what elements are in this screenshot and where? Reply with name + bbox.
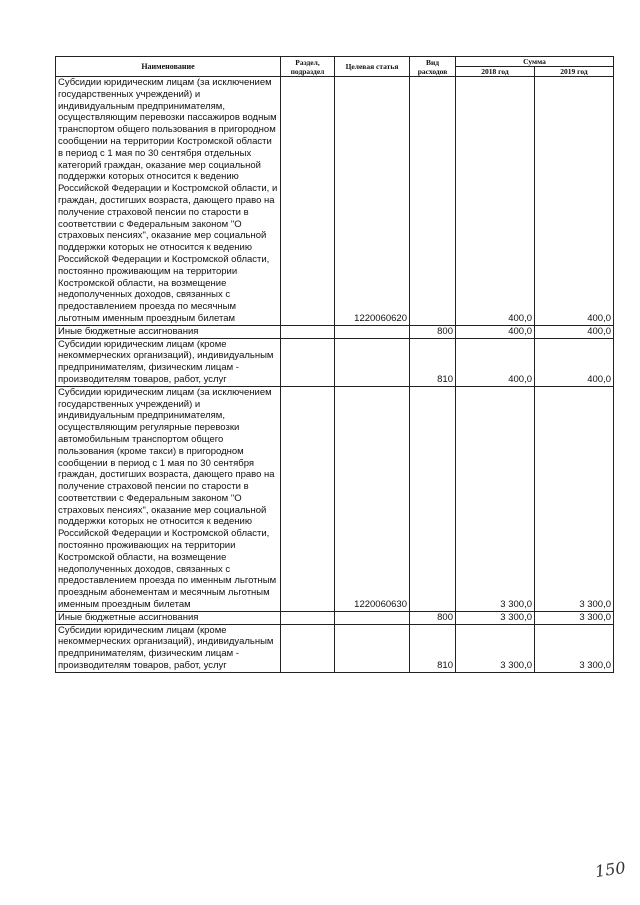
row-name: Субсидии юридическим лицам (за исключением государственных учреждений) и индивидуальным предпринимателям, осуществляющим перевозки пассажиров водным транспортом общего пользования в пригородном сообщении на территории Костромской области в период с 1 мая по 30 сентября отдельных категорий граждан, оказание мер социальной поддержки которых относится к ведению Российской Федерации и Костромской области, и граждан, достигших возраста, дающего право на получение страховой пенсии по старости в соответствии с Федеральным законом "О страховых пенсиях", оказание мер социальной поддержки которых не относится к ведению Российской Федерации и Костромской области, постоянно проживающим на территории Костромской области, на возмещение недополученных доходов, связанных с предоставлением проезда по месячным льготным именным проездным билетам (56, 77, 281, 326)
row-sum-2018: 400,0 (456, 77, 535, 326)
header-year-2018: 2018 год (456, 67, 535, 77)
header-section: Раздел, подраздел (281, 57, 335, 77)
row-type: 800 (410, 325, 456, 338)
row-type (410, 77, 456, 326)
row-sum-2019: 400,0 (535, 325, 614, 338)
row-type: 810 (410, 624, 456, 672)
row-sum-2019: 3 300,0 (535, 611, 614, 624)
row-target: 1220060620 (335, 77, 410, 326)
budget-table (55, 56, 614, 673)
row-section (281, 325, 335, 338)
row-target (335, 338, 410, 386)
row-sum-2018: 3 300,0 (456, 611, 535, 624)
table-row (56, 325, 614, 338)
row-name: Субсидии юридическим лицам (кроме некоммерческих организаций), индивидуальным предпринимателям, физическим лицам - производителям товаров, работ, услуг (56, 338, 281, 386)
row-section (281, 624, 335, 672)
handwritten-page-number: 150 (593, 857, 627, 882)
row-sum-2019: 3 300,0 (535, 624, 614, 672)
row-sum-2018: 400,0 (456, 338, 535, 386)
row-sum-2018: 3 300,0 (456, 386, 535, 611)
row-section (281, 338, 335, 386)
row-name: Иные бюджетные ассигнования (56, 611, 281, 624)
header-target: Целевая статья (335, 57, 410, 77)
row-section (281, 77, 335, 326)
table-row (56, 386, 614, 611)
row-type (410, 386, 456, 611)
row-type: 800 (410, 611, 456, 624)
row-sum-2019: 400,0 (535, 77, 614, 326)
row-name: Иные бюджетные ассигнования (56, 325, 281, 338)
row-name: Субсидии юридическим лицам (кроме некоммерческих организаций), индивидуальным предпринимателям, физическим лицам - производителям товаров, работ, услуг (56, 624, 281, 672)
header-row-1 (56, 57, 614, 67)
row-sum-2018: 400,0 (456, 325, 535, 338)
row-target (335, 624, 410, 672)
table-row (56, 338, 614, 386)
table-row (56, 624, 614, 672)
row-section (281, 611, 335, 624)
row-sum-2018: 3 300,0 (456, 624, 535, 672)
table-row (56, 611, 614, 624)
row-section (281, 386, 335, 611)
row-target (335, 325, 410, 338)
row-target: 1220060630 (335, 386, 410, 611)
row-sum-2019: 3 300,0 (535, 386, 614, 611)
row-target (335, 611, 410, 624)
header-sum: Сумма (456, 57, 614, 67)
header-year-2019: 2019 год (535, 67, 614, 77)
row-type: 810 (410, 338, 456, 386)
header-expense-type: Вид расходов (410, 57, 456, 77)
row-name: Субсидии юридическим лицам (за исключением государственных учреждений) и индивидуальным предпринимателям, осуществляющим регулярные перевозки автомобильным транспортом общего пользования (кроме такси) в пригородном сообщении в период с 1 мая по 30 сентября граждан, достигших возраста, дающего право на получение страховой пенсии по старости в соответствии с Федеральным законом "О страховых пенсиях", оказание мер социальной поддержки которых не относится к ведению Российской Федерации и Костромской области, постоянно проживающих на территории Костромской области, на возмещение недополученных доходов, связанных с предоставлением проезда по именным льготным проездным абонементам и месячным льготным именным проездным билетам (56, 386, 281, 611)
header-name: Наименование (56, 57, 281, 77)
row-sum-2019: 400,0 (535, 338, 614, 386)
table-row (56, 77, 614, 326)
